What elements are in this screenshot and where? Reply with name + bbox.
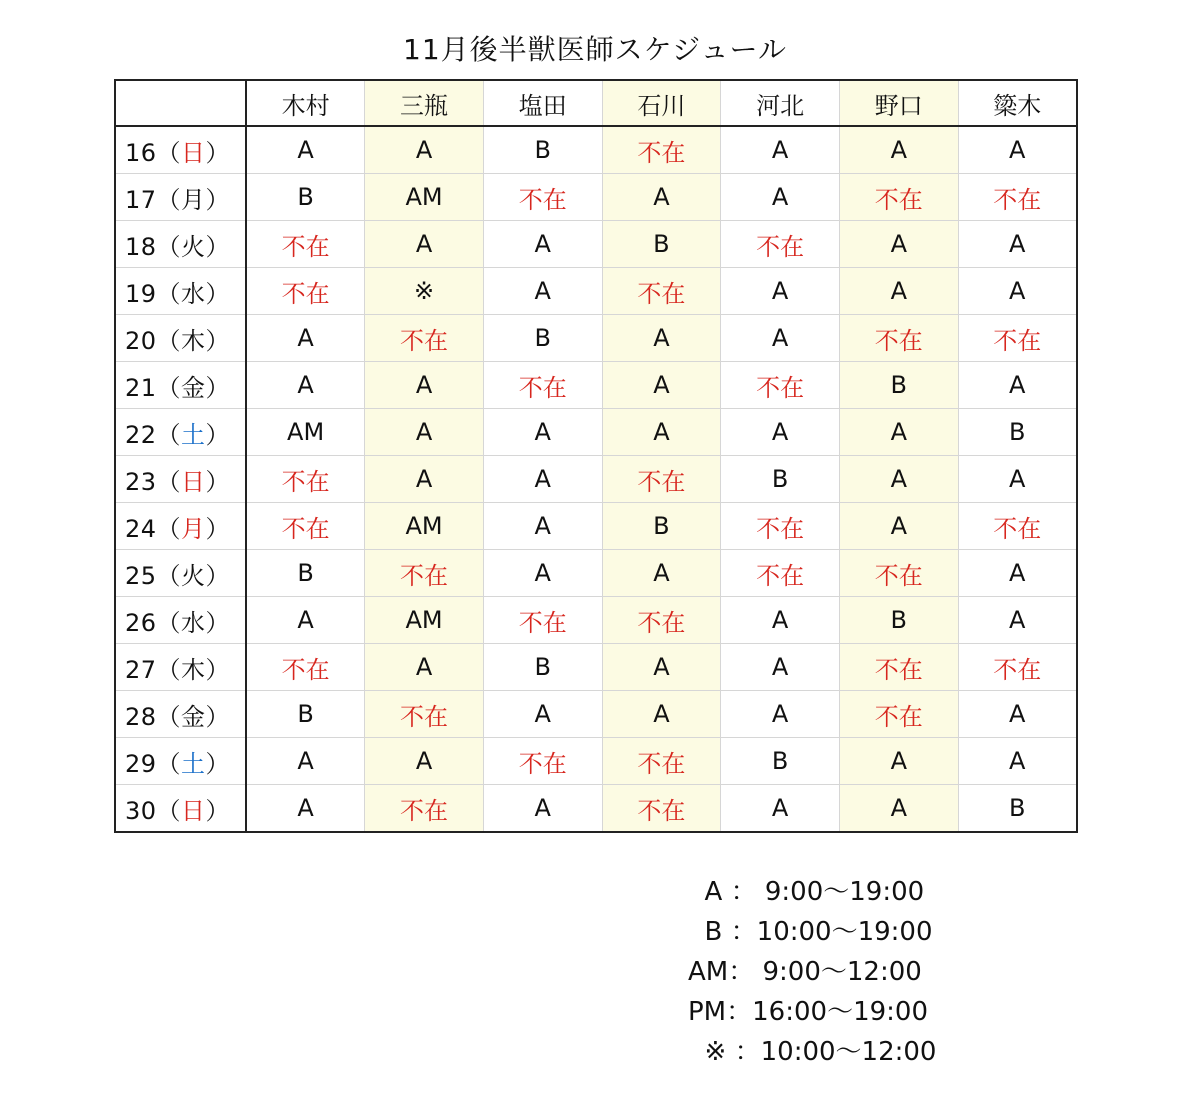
legend-row bbox=[688, 872, 936, 912]
date-number: 24 bbox=[125, 514, 157, 543]
open-paren: （ bbox=[156, 608, 182, 637]
date-number: 18 bbox=[125, 232, 157, 261]
schedule-cell: B bbox=[483, 644, 602, 691]
doctor-header: 野口 bbox=[839, 80, 958, 126]
schedule-cell: A bbox=[483, 503, 602, 550]
schedule-cell: A bbox=[602, 644, 721, 691]
schedule-cell: 不在 bbox=[483, 597, 602, 644]
close-paren: ） bbox=[205, 279, 231, 308]
open-paren: （ bbox=[156, 420, 182, 449]
legend-code: PM bbox=[688, 997, 727, 1027]
table-row bbox=[115, 503, 1077, 550]
schedule-cell: 不在 bbox=[958, 315, 1077, 362]
date-cell bbox=[115, 126, 246, 174]
schedule-cell: B bbox=[721, 738, 840, 785]
legend-time: 16:00〜19:00 bbox=[752, 997, 928, 1027]
schedule-cell: AM bbox=[365, 174, 484, 221]
schedule-cell: B bbox=[839, 362, 958, 409]
weekday-label: 月 bbox=[181, 185, 206, 214]
legend-row bbox=[688, 912, 936, 952]
schedule-cell: A bbox=[246, 597, 365, 644]
date-cell bbox=[115, 785, 246, 833]
schedule-cell: 不在 bbox=[958, 174, 1077, 221]
date-number: 23 bbox=[125, 467, 157, 496]
schedule-cell: 不在 bbox=[839, 550, 958, 597]
schedule-cell: A bbox=[958, 362, 1077, 409]
schedule-cell: B bbox=[839, 597, 958, 644]
doctor-header: 石川 bbox=[602, 80, 721, 126]
schedule-cell: 不在 bbox=[365, 785, 484, 833]
open-paren: （ bbox=[156, 514, 182, 543]
table-row bbox=[115, 785, 1077, 833]
schedule-cell: A bbox=[246, 362, 365, 409]
schedule-cell: B bbox=[246, 550, 365, 597]
legend-row bbox=[688, 1032, 936, 1072]
date-number: 20 bbox=[125, 326, 157, 355]
date-number: 26 bbox=[125, 608, 157, 637]
open-paren: （ bbox=[156, 467, 182, 496]
schedule-cell: A bbox=[721, 126, 840, 174]
schedule-cell: B bbox=[958, 409, 1077, 456]
weekday-label: 木 bbox=[181, 655, 206, 684]
legend-row bbox=[688, 952, 936, 992]
header-row bbox=[115, 80, 1077, 126]
close-paren: ） bbox=[205, 232, 231, 261]
weekday-label: 火 bbox=[181, 232, 206, 261]
legend-code: A bbox=[688, 877, 731, 907]
date-number: 25 bbox=[125, 561, 157, 590]
table-row bbox=[115, 644, 1077, 691]
schedule-cell: A bbox=[839, 456, 958, 503]
close-paren: ） bbox=[205, 702, 231, 731]
open-paren: （ bbox=[156, 232, 182, 261]
schedule-cell: B bbox=[483, 315, 602, 362]
close-paren: ） bbox=[205, 373, 231, 402]
legend-time: 10:00〜12:00 bbox=[760, 1037, 937, 1067]
schedule-cell: A bbox=[721, 174, 840, 221]
open-paren: （ bbox=[156, 138, 182, 167]
legend-time: 10:00〜19:00 bbox=[756, 917, 933, 947]
schedule-cell: 不在 bbox=[721, 550, 840, 597]
schedule-cell: B bbox=[246, 691, 365, 738]
weekday-label: 土 bbox=[181, 749, 206, 778]
date-number: 27 bbox=[125, 655, 157, 684]
schedule-cell: A bbox=[483, 409, 602, 456]
schedule-cell: A bbox=[839, 268, 958, 315]
date-cell bbox=[115, 221, 246, 268]
open-paren: （ bbox=[156, 749, 182, 778]
date-cell bbox=[115, 362, 246, 409]
schedule-cell: ※ bbox=[365, 268, 484, 315]
schedule-cell: B bbox=[483, 126, 602, 174]
schedule-cell: A bbox=[958, 221, 1077, 268]
date-cell bbox=[115, 550, 246, 597]
schedule-cell: A bbox=[483, 785, 602, 833]
schedule-cell: AM bbox=[365, 503, 484, 550]
weekday-label: 土 bbox=[181, 420, 206, 449]
schedule-cell: 不在 bbox=[602, 785, 721, 833]
schedule-cell: 不在 bbox=[839, 691, 958, 738]
close-paren: ） bbox=[205, 185, 231, 214]
schedule-cell: A bbox=[483, 221, 602, 268]
schedule-cell: 不在 bbox=[365, 315, 484, 362]
schedule-cell: A bbox=[958, 738, 1077, 785]
schedule-cell: A bbox=[839, 785, 958, 833]
schedule-cell: 不在 bbox=[839, 644, 958, 691]
schedule-cell: 不在 bbox=[958, 644, 1077, 691]
schedule-cell: B bbox=[721, 456, 840, 503]
table-row bbox=[115, 597, 1077, 644]
legend-sep: ： bbox=[730, 917, 757, 947]
schedule-cell: 不在 bbox=[246, 644, 365, 691]
table-row bbox=[115, 738, 1077, 785]
close-paren: ） bbox=[205, 796, 231, 825]
schedule-cell: A bbox=[602, 362, 721, 409]
schedule-cell: A bbox=[246, 738, 365, 785]
schedule-cell: 不在 bbox=[246, 456, 365, 503]
schedule-cell: A bbox=[483, 550, 602, 597]
schedule-cell: 不在 bbox=[602, 126, 721, 174]
weekday-label: 金 bbox=[181, 702, 206, 731]
table-row bbox=[115, 691, 1077, 738]
schedule-cell: A bbox=[721, 268, 840, 315]
schedule-cell: A bbox=[365, 362, 484, 409]
table-row bbox=[115, 315, 1077, 362]
schedule-cell: 不在 bbox=[602, 597, 721, 644]
legend-sep: ： bbox=[726, 997, 753, 1027]
close-paren: ） bbox=[205, 749, 231, 778]
schedule-cell: A bbox=[958, 691, 1077, 738]
schedule-cell: 不在 bbox=[246, 221, 365, 268]
legend-row bbox=[688, 992, 936, 1032]
schedule-cell: A bbox=[958, 597, 1077, 644]
close-paren: ） bbox=[205, 655, 231, 684]
close-paren: ） bbox=[205, 420, 231, 449]
schedule-cell: B bbox=[602, 503, 721, 550]
weekday-label: 火 bbox=[181, 561, 206, 590]
schedule-cell: 不在 bbox=[839, 315, 958, 362]
schedule-cell: A bbox=[958, 550, 1077, 597]
schedule-cell: A bbox=[246, 126, 365, 174]
legend-sep: ： bbox=[734, 1037, 761, 1067]
schedule-cell: A bbox=[602, 174, 721, 221]
corner-cell bbox=[115, 80, 246, 126]
legend-sep: ： bbox=[728, 957, 755, 987]
date-number: 22 bbox=[125, 420, 157, 449]
schedule-cell: A bbox=[365, 409, 484, 456]
table-row bbox=[115, 268, 1077, 315]
date-cell bbox=[115, 597, 246, 644]
date-number: 16 bbox=[125, 138, 157, 167]
schedule-cell: AM bbox=[365, 597, 484, 644]
schedule-cell: A bbox=[839, 738, 958, 785]
table-row bbox=[115, 174, 1077, 221]
schedule-cell: A bbox=[602, 550, 721, 597]
schedule-cell: 不在 bbox=[483, 362, 602, 409]
schedule-cell: B bbox=[602, 221, 721, 268]
date-cell bbox=[115, 315, 246, 362]
date-number: 21 bbox=[125, 373, 157, 402]
open-paren: （ bbox=[156, 185, 182, 214]
table-row bbox=[115, 221, 1077, 268]
doctor-header: 簗木 bbox=[958, 80, 1077, 126]
open-paren: （ bbox=[156, 326, 182, 355]
date-cell bbox=[115, 456, 246, 503]
schedule-cell: 不在 bbox=[483, 174, 602, 221]
table-row bbox=[115, 550, 1077, 597]
schedule-body bbox=[115, 126, 1077, 832]
schedule-cell: A bbox=[839, 409, 958, 456]
date-number: 17 bbox=[125, 185, 157, 214]
schedule-cell: A bbox=[721, 409, 840, 456]
schedule-cell: 不在 bbox=[365, 550, 484, 597]
doctor-header: 木村 bbox=[246, 80, 365, 126]
legend-sep: ： bbox=[730, 877, 757, 907]
date-cell bbox=[115, 503, 246, 550]
date-number: 28 bbox=[125, 702, 157, 731]
date-cell bbox=[115, 268, 246, 315]
schedule-cell: A bbox=[721, 691, 840, 738]
date-cell bbox=[115, 691, 246, 738]
schedule-cell: 不在 bbox=[721, 503, 840, 550]
doctor-header: 河北 bbox=[721, 80, 840, 126]
schedule-cell: 不在 bbox=[602, 268, 721, 315]
schedule-cell: A bbox=[958, 456, 1077, 503]
schedule-cell: 不在 bbox=[602, 738, 721, 785]
date-cell bbox=[115, 738, 246, 785]
weekday-label: 日 bbox=[181, 138, 206, 167]
schedule-cell: A bbox=[365, 126, 484, 174]
schedule-cell: 不在 bbox=[365, 691, 484, 738]
date-number: 29 bbox=[125, 749, 157, 778]
schedule-cell: 不在 bbox=[839, 174, 958, 221]
schedule-cell: B bbox=[958, 785, 1077, 833]
schedule-cell: 不在 bbox=[246, 503, 365, 550]
weekday-label: 水 bbox=[181, 279, 206, 308]
schedule-table bbox=[114, 79, 1078, 833]
schedule-cell: 不在 bbox=[246, 268, 365, 315]
date-cell bbox=[115, 644, 246, 691]
page-title: 11月後半獣医師スケジュール bbox=[403, 33, 787, 66]
schedule-cell: A bbox=[721, 644, 840, 691]
close-paren: ） bbox=[205, 514, 231, 543]
schedule-cell: AM bbox=[246, 409, 365, 456]
schedule-cell: 不在 bbox=[483, 738, 602, 785]
schedule-cell: A bbox=[246, 315, 365, 362]
open-paren: （ bbox=[156, 561, 182, 590]
weekday-label: 金 bbox=[181, 373, 206, 402]
table-row bbox=[115, 126, 1077, 174]
open-paren: （ bbox=[156, 373, 182, 402]
weekday-label: 日 bbox=[181, 796, 206, 825]
weekday-label: 水 bbox=[181, 608, 206, 637]
close-paren: ） bbox=[205, 561, 231, 590]
close-paren: ） bbox=[205, 608, 231, 637]
schedule-cell: A bbox=[365, 644, 484, 691]
weekday-label: 日 bbox=[181, 467, 206, 496]
date-number: 30 bbox=[125, 796, 157, 825]
schedule-cell: 不在 bbox=[721, 221, 840, 268]
open-paren: （ bbox=[156, 702, 182, 731]
doctor-header: 塩田 bbox=[483, 80, 602, 126]
table-row bbox=[115, 409, 1077, 456]
schedule-cell: A bbox=[246, 785, 365, 833]
schedule-cell: A bbox=[483, 456, 602, 503]
schedule-cell: A bbox=[365, 456, 484, 503]
legend-time: 9:00〜19:00 bbox=[756, 877, 925, 907]
schedule-cell: 不在 bbox=[958, 503, 1077, 550]
open-paren: （ bbox=[156, 796, 182, 825]
legend-code: ※ bbox=[688, 1037, 735, 1067]
legend-code: B bbox=[688, 917, 731, 947]
schedule-cell: A bbox=[365, 738, 484, 785]
schedule-cell: A bbox=[602, 691, 721, 738]
schedule-cell: A bbox=[721, 315, 840, 362]
schedule-cell: A bbox=[839, 221, 958, 268]
date-cell bbox=[115, 174, 246, 221]
schedule-cell: A bbox=[958, 268, 1077, 315]
legend-time: 9:00〜12:00 bbox=[754, 957, 922, 987]
schedule-cell: A bbox=[483, 691, 602, 738]
schedule-cell: A bbox=[721, 785, 840, 833]
schedule-cell: 不在 bbox=[721, 362, 840, 409]
close-paren: ） bbox=[205, 326, 231, 355]
open-paren: （ bbox=[156, 279, 182, 308]
schedule-cell: A bbox=[365, 221, 484, 268]
open-paren: （ bbox=[156, 655, 182, 684]
legend-code: AM bbox=[688, 957, 729, 987]
close-paren: ） bbox=[205, 138, 231, 167]
schedule-cell: 不在 bbox=[602, 456, 721, 503]
schedule-cell: A bbox=[721, 597, 840, 644]
schedule-cell: A bbox=[839, 503, 958, 550]
close-paren: ） bbox=[205, 467, 231, 496]
date-cell bbox=[115, 409, 246, 456]
legend bbox=[688, 872, 936, 1072]
date-number: 19 bbox=[125, 279, 157, 308]
doctor-header: 三瓶 bbox=[365, 80, 484, 126]
schedule-cell: A bbox=[839, 126, 958, 174]
schedule-cell: A bbox=[602, 409, 721, 456]
schedule-cell: A bbox=[958, 126, 1077, 174]
table-row bbox=[115, 362, 1077, 409]
table-row bbox=[115, 456, 1077, 503]
weekday-label: 木 bbox=[181, 326, 206, 355]
weekday-label: 月 bbox=[181, 514, 206, 543]
schedule-cell: B bbox=[246, 174, 365, 221]
schedule-cell: A bbox=[602, 315, 721, 362]
schedule-cell: A bbox=[483, 268, 602, 315]
